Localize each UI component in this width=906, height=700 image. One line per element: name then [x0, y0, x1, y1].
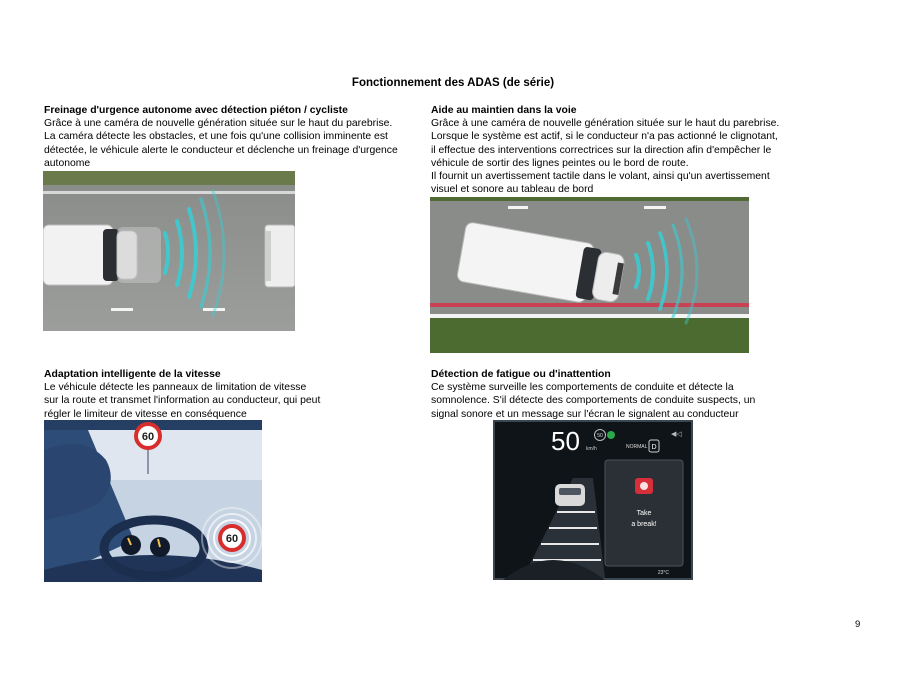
section-heading: Aide au maintien dans la voie: [431, 105, 577, 116]
section-heading: Détection de fatigue ou d'inattention: [431, 369, 611, 380]
section-heading: Freinage d'urgence autonome avec détection piéton / cycliste: [44, 105, 348, 116]
fatigue-dashboard-image: [493, 420, 693, 580]
section-line: il effectue des interventions correctrices sur la direction afin d'empêcher le: [431, 144, 772, 156]
section-line: signal sonore et un message sur l'écran le signalent au conducteur: [431, 408, 739, 420]
section-line: visuel et sonore au tableau de bord: [431, 184, 594, 196]
section-speed-adaptation: [44, 368, 320, 421]
section-line: Lorsque le système est actif, si le conducteur n'a pas actionné le clignotant,: [431, 131, 778, 143]
section-line: Ce système surveille les comportements de conduite et détecte la: [431, 382, 734, 394]
dashboard-speed: 50: [551, 426, 580, 456]
section-lane-keeping: [431, 104, 779, 196]
section-line: Grâce à une caméra de nouvelle génération située sur le haut du parebrise.: [44, 118, 393, 130]
section-line: Grâce à une caméra de nouvelle génération située sur le haut du parebrise.: [431, 118, 780, 130]
dashboard-limit: 50: [597, 433, 603, 439]
top-speed-sign: 60: [141, 431, 155, 443]
section-line: véhicule de sortir des lignes peintes ou le bord de route.: [431, 157, 689, 169]
section-line: somnolence. S'il détecte des comportements de conduite suspects, un: [431, 395, 756, 407]
section-heading: Adaptation intelligente de la vitesse: [44, 369, 221, 380]
section-fatigue-detection: [431, 368, 755, 421]
warning-line-1: Take: [636, 510, 652, 517]
section-line: Le véhicule détecte les panneaux de limitation de vitesse: [44, 382, 307, 394]
section-line: sur la route et transmet l'information au conducteur, qui peut: [44, 395, 321, 407]
section-line: régler le limiteur de vitesse en conséquence: [44, 408, 247, 420]
section-line: Il fournit un avertissement tactile dans le volant, ainsi qu'un avertissement: [431, 171, 770, 183]
speed-adaptation-image: [44, 420, 262, 582]
dashboard-gear: D: [651, 444, 657, 451]
section-line: La caméra détecte les obstacles, et une fois qu'une collision imminente est: [44, 131, 388, 143]
dashboard-mode: NORMAL: [626, 444, 648, 450]
section-line: détectée, le véhicule alerte le conducteur et déclenche un freinage d'urgence: [44, 144, 398, 156]
dashboard-speed-unit: km/h: [586, 446, 597, 452]
section-emergency-braking: [44, 104, 398, 170]
detected-speed-sign: 60: [225, 533, 239, 545]
section-line: autonome: [44, 157, 91, 169]
emergency-braking-image: [43, 171, 295, 331]
page-number: 9: [855, 619, 861, 630]
warning-line-2: a break!: [631, 521, 657, 528]
dashboard-temperature: 23°C: [657, 570, 669, 576]
page-title: Fonctionnement des ADAS (de série): [351, 77, 555, 89]
svg-text:◀◁: ◀◁: [671, 431, 682, 438]
lane-keeping-image: [430, 197, 749, 353]
